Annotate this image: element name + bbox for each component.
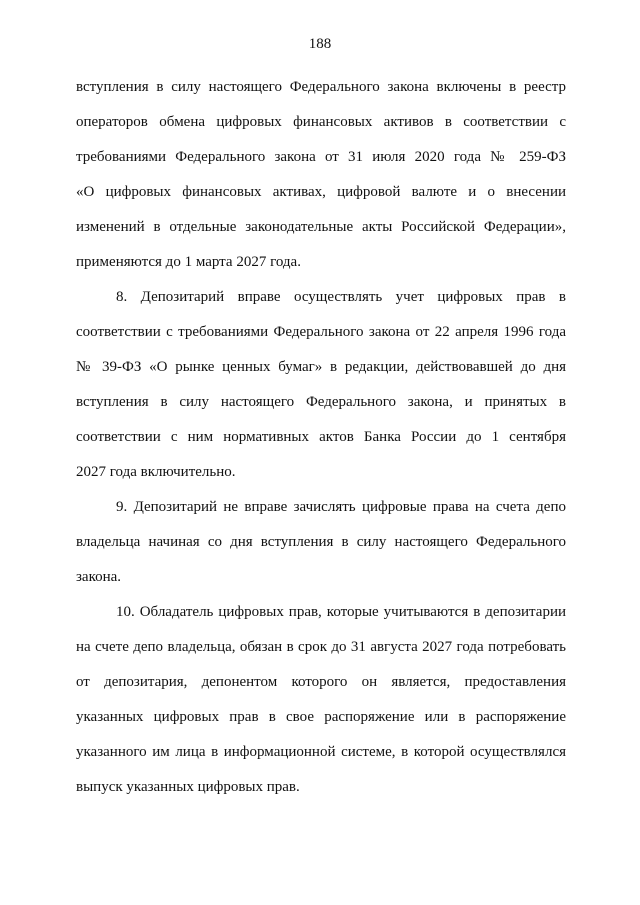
text-line: № 39-ФЗ «О рынке ценных бумаг» в редакции, действовавшей до дня: [76, 359, 566, 375]
text-line: соответствии с ним нормативных актов Банка России до 1 сентября: [76, 429, 566, 445]
text-line: владельца начиная со дня вступления в силу настоящего Федерального: [76, 534, 566, 550]
page-number: 188: [308, 36, 332, 52]
paragraph-continuation: [76, 76, 566, 286]
text-line: закона.: [76, 569, 122, 585]
paragraph-10: [76, 601, 566, 811]
text-line: «О цифровых финансовых активах, цифровой валюте и о внесении: [76, 184, 566, 200]
text-line: 10. Обладатель цифровых прав, которые учитываются в депозитарии: [116, 604, 566, 620]
text-line: операторов обмена цифровых финансовых активов в соответствии с: [76, 114, 566, 130]
text-line: указанных цифровых прав в свое распоряжение или в распоряжение: [76, 709, 566, 725]
paragraph-8: [76, 286, 566, 496]
document-body: [76, 76, 566, 811]
text-line: 9. Депозитарий не вправе зачислять цифровые права на счета депо: [116, 499, 566, 515]
text-line: указанного им лица в информационной системе, в которой осуществлялся: [76, 744, 566, 760]
text-line: 8. Депозитарий вправе осуществлять учет цифровых прав в: [116, 289, 566, 305]
text-line: применяются до 1 марта 2027 года.: [76, 254, 301, 270]
text-line: вступления в силу настоящего Федерального закона, и принятых в: [76, 394, 566, 410]
text-line: 2027 года включительно.: [76, 464, 236, 480]
text-line: вступления в силу настоящего Федерального закона включены в реестр: [76, 79, 566, 95]
text-line: на счете депо владельца, обязан в срок до 31 августа 2027 года потребовать: [76, 639, 566, 655]
text-line: соответствии с требованиями Федерального закона от 22 апреля 1996 года: [76, 324, 566, 340]
text-line: требованиями Федерального закона от 31 июля 2020 года № 259-ФЗ: [76, 149, 566, 165]
text-line: выпуск указанных цифровых прав.: [76, 779, 300, 795]
text-line: от депозитария, депонентом которого он является, предоставления: [76, 674, 566, 690]
paragraph-9: [76, 496, 566, 601]
text-line: изменений в отдельные законодательные акты Российской Федерации»,: [76, 219, 566, 235]
